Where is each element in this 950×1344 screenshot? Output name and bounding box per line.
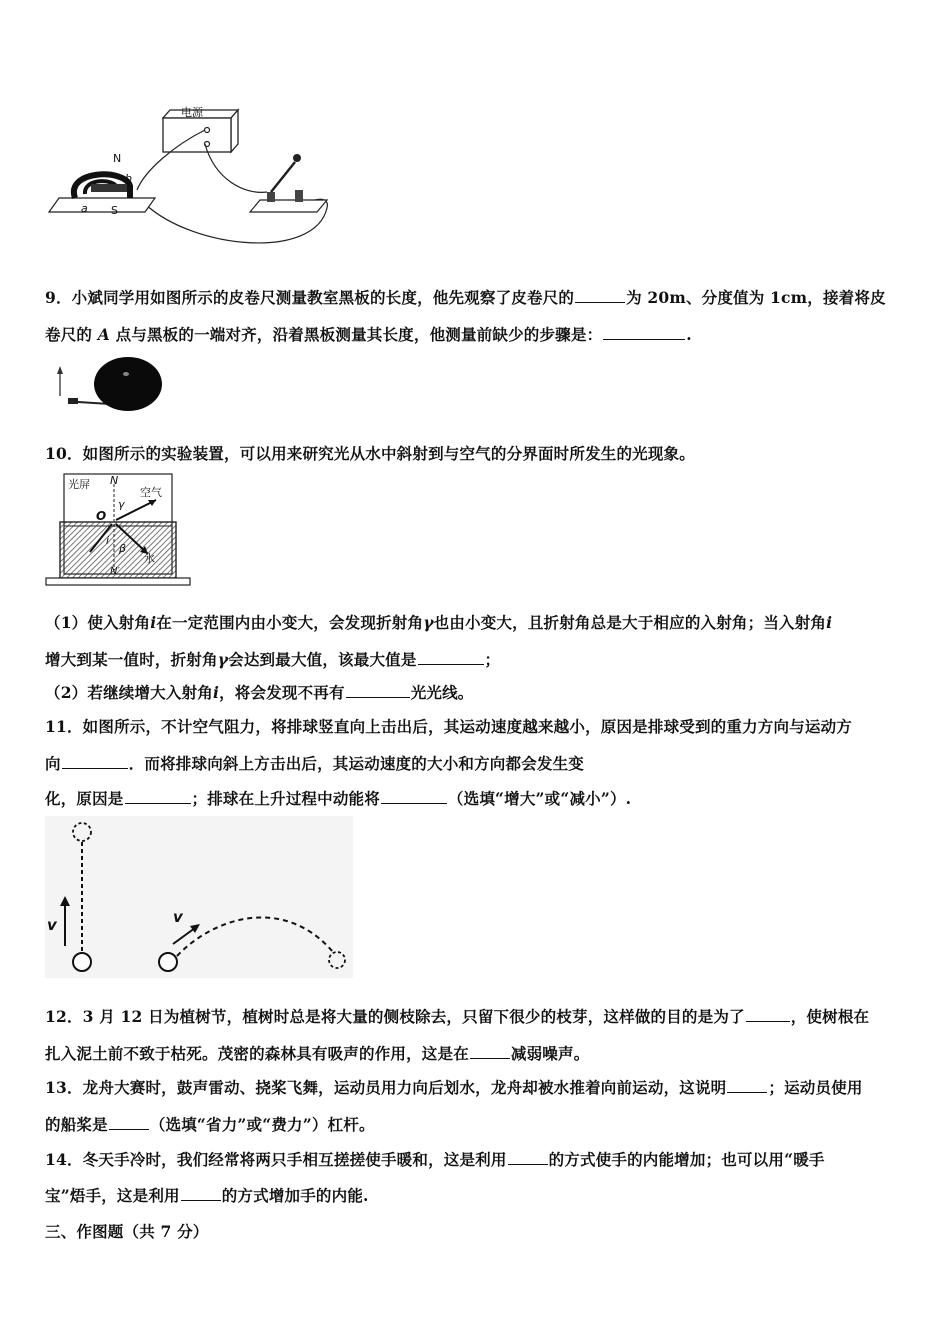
- q10-blank-2[interactable]: [346, 683, 410, 698]
- q10-text-p2a: （2）若继续增大入射角: [45, 683, 213, 702]
- n-pole-label: N: [113, 152, 122, 165]
- water-label: 水: [144, 552, 155, 565]
- s-pole-label: S: [111, 204, 118, 217]
- q12-line-2: [45, 1042, 589, 1064]
- q10-part1-line1: [45, 611, 832, 633]
- q10-text-p2b: ，将会发现不再有: [219, 683, 345, 702]
- q14-line-2: [45, 1184, 369, 1206]
- horseshoe-electromagnet: [74, 174, 130, 198]
- screen-label: 光屏: [68, 478, 90, 491]
- q12-blank-1[interactable]: [746, 1007, 790, 1022]
- tape-measure-reel: [94, 357, 162, 411]
- q13-blank-2[interactable]: [109, 1115, 149, 1130]
- q11-blank-3[interactable]: [381, 789, 447, 804]
- tape-measure-figure: [50, 356, 170, 416]
- b-label: b: [125, 172, 132, 185]
- n-label: N: [110, 474, 119, 487]
- ball-bottom-left: [73, 953, 91, 971]
- q11-text-3c: （选填“增大”或“减小”）.: [447, 789, 632, 808]
- q9-line-2: [45, 323, 692, 345]
- q10-part2-line: [45, 681, 474, 703]
- knife-switch: [250, 154, 327, 212]
- q13-line-1: [45, 1076, 863, 1098]
- q10-text-2b: 会达到最大值，该最大值是: [228, 650, 417, 669]
- light-refraction-figure: [44, 470, 194, 590]
- q10-text-1c: 也由小变大，且折射角总是大于相应的入射角；当入射角: [433, 613, 827, 632]
- q10-text-2end: ；: [484, 650, 501, 669]
- q9-blank-1[interactable]: [575, 288, 625, 303]
- q9-text-2b: 点与黑板的一端对齐，沿着黑板测量其长度，他测量前缺少的步骤是：: [115, 325, 603, 344]
- beta-label: β: [119, 542, 127, 555]
- q12-line-1: [45, 1005, 869, 1027]
- q12-text-1a: 12．3 月 12 日为植树节，植树时总是将大量的侧枝除去，只留下很少的枝芽，这样做的目的是为了: [45, 1007, 745, 1026]
- q12-text-2b: 减弱噪声。: [510, 1044, 590, 1063]
- q10-intro: 10．如图所示的实验装置，可以用来研究光从水中斜射到与空气的分界面时所发生的光现象。: [45, 444, 695, 463]
- q14-text-2a: 宝”焐手，这是利用: [45, 1186, 180, 1205]
- q14-text-1b: 的方式使手的内能增加；也可以用“暖手: [548, 1150, 825, 1169]
- q10-symbol-gamma-2: γ: [217, 650, 229, 669]
- q9-point-a: A: [97, 325, 110, 344]
- q11-line-3: [45, 787, 631, 809]
- q10-symbol-i-2: i: [826, 613, 833, 632]
- o-label: O: [96, 509, 107, 523]
- q9-text-2end: .: [686, 325, 692, 344]
- q10-part1-line2: [45, 648, 500, 670]
- q14-blank-2[interactable]: [181, 1186, 221, 1201]
- base-plate: [46, 578, 190, 585]
- q11-blank-1[interactable]: [62, 754, 128, 769]
- q11-line-1: 11．如图所示，不计空气阻力，将排球竖直向上击出后，其运动速度越来越小，原因是排球受到的重力方向与运动方: [45, 717, 852, 736]
- section-3-title: 三、作图题（共 7 分）: [45, 1222, 209, 1241]
- q11-blank-2[interactable]: [125, 789, 191, 804]
- q11-text-3a: 化，原因是: [45, 789, 124, 808]
- a-label: a: [81, 202, 88, 215]
- q10-text-2a: 增大到某一值时，折射角: [45, 650, 218, 669]
- q13-text-2a: 的船桨是: [45, 1115, 108, 1134]
- q13-text-1b: ；运动员使用: [768, 1078, 863, 1097]
- q9-text-1b: 为 20m、分度值为 1cm，接着将皮: [626, 288, 886, 307]
- q9-text-1a: 9．小斌同学用如图所示的皮卷尺测量教室黑板的长度，他先观察了皮卷尺的: [45, 288, 575, 307]
- n-prime-label: N′: [110, 566, 120, 577]
- electromagnet-circuit-figure: [45, 100, 345, 260]
- q10-symbol-gamma: γ: [423, 613, 434, 632]
- q10-text-1a: （1）使入射角: [45, 613, 151, 632]
- v-label-left: v: [47, 916, 57, 934]
- gamma-label: γ: [118, 498, 125, 511]
- q14-text-1a: 14．冬天手冷时，我们经常将两只手相互搓搓使手暖和，这是利用: [45, 1150, 507, 1169]
- q12-blank-2[interactable]: [470, 1044, 510, 1059]
- volleyball-motion-figure: [45, 816, 353, 978]
- power-supply-label: 电源: [181, 106, 203, 119]
- q10-symbol-i-3: i: [213, 683, 220, 702]
- q14-blank-1[interactable]: [508, 1150, 548, 1165]
- q12-text-1b: ，使树根在: [790, 1007, 870, 1026]
- ball-bottom-start: [159, 953, 177, 971]
- q13-line-2: [45, 1113, 375, 1135]
- i-label: i: [106, 534, 110, 547]
- q14-line-1: [45, 1148, 825, 1170]
- q11-text-2b: ．而将排球向斜上方击出后，其运动速度的大小和方向都会发生变: [128, 754, 585, 773]
- q11-text-3b: ；排球在上升过程中动能将: [191, 789, 380, 808]
- q12-text-2a: 扎入泥土前不致于枯死。茂密的森林具有吸声的作用，这是在: [45, 1044, 469, 1063]
- q9-line-1: [45, 286, 886, 308]
- q13-text-2b: （选填“省力”或“费力”）杠杆。: [149, 1115, 375, 1134]
- q11-line-2: [45, 752, 584, 774]
- q11-text-2a: 向: [45, 754, 61, 773]
- air-label: 空气: [140, 486, 162, 499]
- q13-blank-1[interactable]: [727, 1078, 767, 1093]
- q10-text-p2c: 光光线。: [410, 683, 474, 702]
- q9-blank-2[interactable]: [603, 325, 685, 340]
- q10-symbol-i: i: [150, 613, 157, 632]
- q13-text-1a: 13．龙舟大赛时，鼓声雷动、挠桨飞舞，运动员用力向后划水，龙舟却被水推着向前运动，这说明: [45, 1078, 727, 1097]
- v-label-right: v: [173, 908, 183, 926]
- q14-text-2b: 的方式增加手的内能.: [221, 1186, 369, 1205]
- base-board: [49, 198, 155, 212]
- q10-text-1b: 在一定范围内由小变大，会发现折射角: [156, 613, 424, 632]
- q9-text-2a: 卷尺的: [45, 325, 93, 344]
- q10-blank-1[interactable]: [418, 650, 484, 665]
